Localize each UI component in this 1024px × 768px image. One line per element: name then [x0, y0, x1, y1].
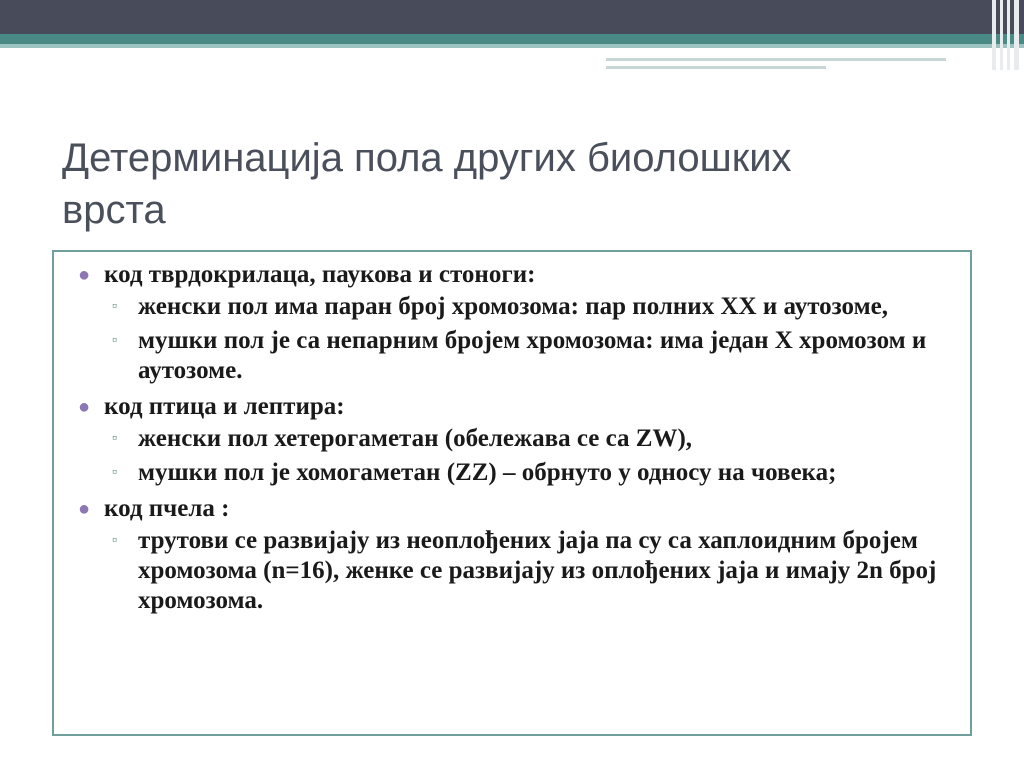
- section-heading: код пчела :: [104, 495, 230, 522]
- list-item-text: женски пол хетерогаметан (обележава се са ZW),: [138, 425, 693, 452]
- header-vertical-bar: [1014, 0, 1019, 70]
- list-section: [78, 260, 970, 386]
- header-vertical-bar: [1000, 0, 1003, 70]
- header-teal-band: [0, 34, 1024, 44]
- list-item: [112, 326, 970, 386]
- hollow-square-bullet-icon: ▫: [112, 533, 117, 548]
- sub-list: [104, 292, 970, 386]
- bullet-dot-icon: ●: [78, 498, 91, 520]
- hollow-square-bullet-icon: ▫: [112, 431, 117, 446]
- list-section: [78, 494, 970, 616]
- content-box: [52, 250, 972, 736]
- bullet-list: [54, 252, 970, 616]
- header-teal-light-band: [0, 44, 1024, 48]
- bullet-dot-icon: ●: [78, 264, 91, 286]
- hollow-square-bullet-icon: ▫: [112, 465, 117, 480]
- hollow-square-bullet-icon: ▫: [112, 299, 117, 314]
- slide-title: Детерминација пола других биолошких врста: [62, 136, 792, 232]
- list-item-text: трутови се развијају из неоплођених јаја па су са хаплоидним бројем хромозома (n=16), женке се развијају из оплођених јаја и имају 2n број хромозома.: [138, 527, 937, 614]
- list-item: [112, 292, 970, 322]
- list-item-text: мушки пол је са непарним бројем хромозома: има један Х хромозом и аутозоме.: [138, 327, 927, 384]
- section-heading: код птица и лептира:: [104, 393, 345, 420]
- list-item: [112, 458, 970, 488]
- list-section: [78, 392, 970, 488]
- section-heading: код тврдокрилаца, паукова и стоноги:: [104, 261, 536, 288]
- header-vertical-bar: [1007, 0, 1010, 70]
- bullet-dot-icon: ●: [78, 396, 91, 418]
- list-item: [112, 526, 970, 616]
- header-dark-band: [0, 0, 1024, 34]
- header-vertical-bar: [992, 0, 996, 70]
- list-item-text: мушки пол је хомогаметан (ZZ) – обрнуто у односу на човека;: [138, 459, 837, 486]
- sub-list: [104, 424, 970, 488]
- header-stripe: [606, 66, 826, 69]
- list-item: [112, 424, 970, 454]
- header-stripe: [606, 58, 946, 61]
- hollow-square-bullet-icon: ▫: [112, 333, 117, 348]
- list-item-text: женски пол има паран број хромозома: пар полних ХХ и аутозоме,: [138, 293, 888, 320]
- sub-list: [104, 526, 970, 616]
